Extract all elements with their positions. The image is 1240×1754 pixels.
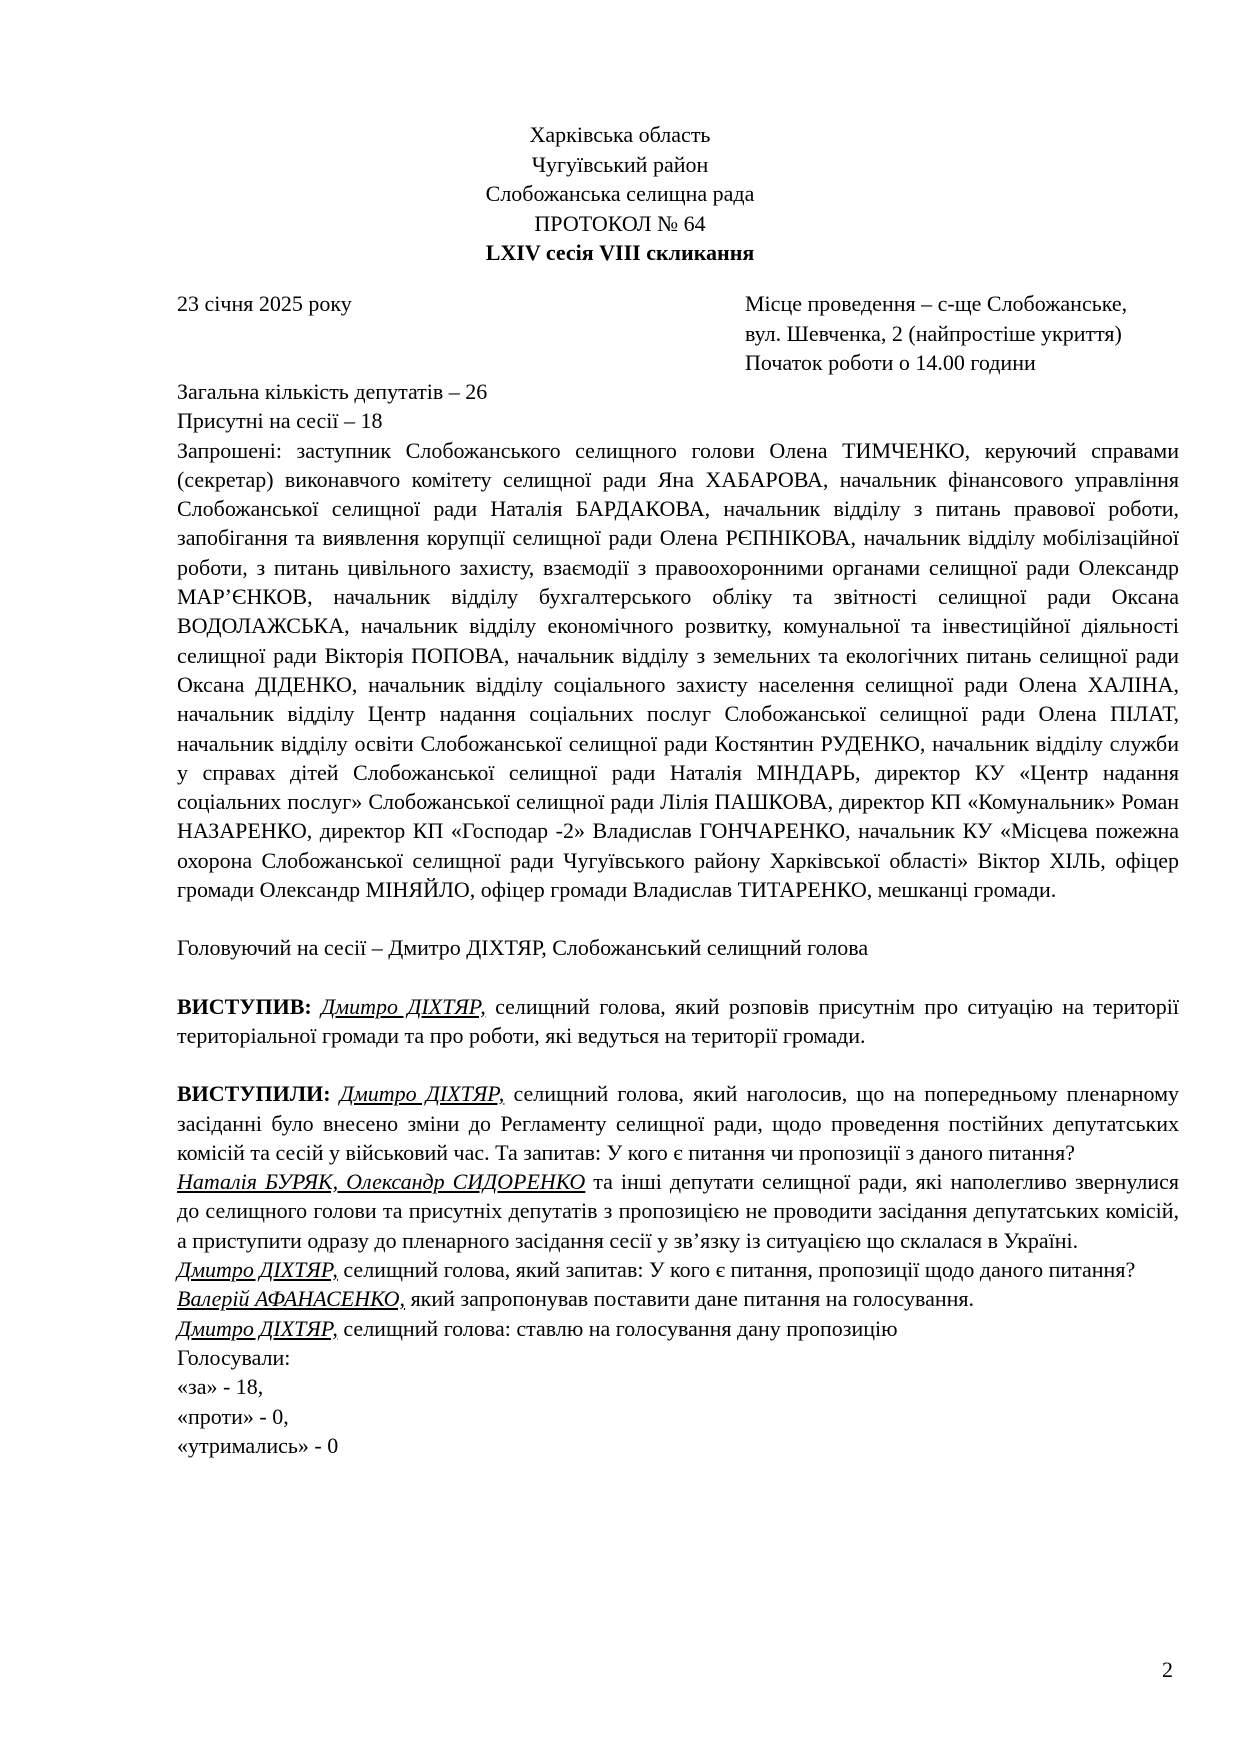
speech-2 [177, 1079, 1179, 1167]
speaker-name: Дмитро ДІХТЯР, [177, 1315, 338, 1341]
speech-1 [177, 992, 1179, 1051]
speech-1-text: селищний голова, який розповів присутнім про ситуацію на території територіальної громади та про роботи, які ведуться на території громади. [177, 993, 1179, 1048]
protocol-body [177, 377, 1179, 1460]
speech-2-text: селищний голова, який наголосив, що на попередньому пленарному засіданні було внесено зміни до Регламенту селищної ради, щодо проведення постійних депутатських комісій та сесій у військовий час. Та запитав: У кого є питання чи пропозиції з даного питання? [177, 1081, 1180, 1165]
reply-text: та інші депутати селищної ради, які наполегливо звернулися до селищного голови та присутніх депутатів з пропозицією не проводити засідання депутатських комісій, а приступити одразу до пленарного засідання сесії у зв’язку із ситуацією що склалася в Україні. [177, 1169, 1179, 1253]
place-line-1: Місце проведення – с-ще Слобожанське, [745, 291, 1128, 316]
vote-abstain: «утримались» - 0 [177, 1432, 339, 1458]
district-line: Чугуївський район [531, 151, 709, 177]
meeting-place [745, 289, 1127, 378]
protocol-title: ПРОТОКОЛ № 64 [534, 210, 706, 236]
vote-against: «проти» - 0, [177, 1403, 289, 1429]
speech-2-label: ВИСТУПИЛИ: [177, 1081, 331, 1107]
deputies-present: Присутні на сесії – 18 [177, 408, 383, 434]
session-line: LXIV сесія VIІІ скликання [485, 240, 755, 265]
meeting-date: 23 січня 2025 року [177, 291, 352, 316]
deputies-total: Загальна кількість депутатів – 26 [177, 379, 488, 404]
speaker-name: Дмитро ДІХТЯР, [321, 993, 486, 1019]
speech-2-question [177, 1255, 1179, 1284]
vote-title: Голосували: [177, 1344, 291, 1370]
vote-for: «за» - 18, [177, 1374, 264, 1400]
place-line-2: вул. Шевченка, 2 (найпростіше укриття) [745, 320, 1122, 346]
speech-2-vote-call [177, 1314, 1179, 1343]
council-line: Слобожанська селищна рада [485, 181, 755, 206]
invited-paragraph: Запрошені: заступник Слобожанського селищного голови Олена ТИМЧЕНКО, керуючий справами (секретар) виконавчого комітету селищної ради Яна ХАБАРОВА, начальник фінансового управління Слобожанської селищної ради Наталія БАРДАКОВА, начальник відділу з питань правової роботи, запобігання та виявлення корупції селищної ради Олена РЄПНІКОВА, начальник відділу мобілізаційної роботи, з питань цивільного захисту, взаємодії з правоохоронними органами селищної ради Олександр МАР’ЄНКОВ, начальник відділу бухгалтерського обліку та звітності селищної ради Оксана ВОДОЛАЖСЬКА, начальник відділу економічного розвитку, комунальної та інвестиційної діяльності селищної ради Вікторія ПОПОВА, начальник відділу з земельних та екологічних питань селищної ради Оксана ДІДЕНКО, начальник відділу соціального захисту населення селищної ради Олена ХАЛІНА, начальник відділу Центр надання соціальних послуг Слобожанської селищної ради Олена ПІЛАТ, начальник відділу освіти Слобожанської селищної ради Костянтин РУДЕНКО, начальник відділу служби у справах дітей Слобожанської селищної ради Наталія МІНДАРЬ, директор КУ «Центр надання соціальних послуг» Слобожанської селищної ради Лілія ПАШКОВА, директор КП «Комунальник» Роман НАЗАРЕНКО, директор КП «Господар -2» Владислав ГОНЧАРЕНКО, начальник КУ «Місцева пожежна охорона Слобожанської селищної ради Чугуївського району Харківської області» Віктор ХІЛЬ, офіцер громади Олександр МІНЯЙЛО, офіцер громади Владислав ТИТАРЕНКО, мешканці громади. [177, 437, 1179, 903]
speaker-name: Дмитро ДІХТЯР, [339, 1081, 505, 1107]
speech-2-reply [177, 1167, 1179, 1255]
vote-call-text: селищний голова: ставлю на голосування дану пропозицію [337, 1315, 898, 1341]
speaker-name: Валерій АФАНАСЕНКО, [177, 1286, 406, 1312]
proposal-text: який запропонував поставити дане питання на голосування. [405, 1286, 975, 1312]
question-text: селищний голова, який запитав: У кого є питання, пропозиції щодо даного питання? [337, 1257, 1136, 1283]
speaker-name: Дмитро ДІХТЯР, [177, 1257, 338, 1283]
speaker-names: Наталія БУРЯК, Олександр СИДОРЕНКО [177, 1169, 586, 1195]
speech-1-label: ВИСТУПИВ: [177, 993, 312, 1019]
start-time: Початок роботи о 14.00 години [745, 350, 1036, 375]
region-line: Харківська область [529, 122, 711, 147]
speech-2-proposal [177, 1284, 1179, 1313]
page-number: 2 [1162, 1657, 1173, 1682]
document-header [0, 120, 1240, 268]
chair-line: Головуючий на сесії – Дмитро ДІХТЯР, Слобожанський селищний голова [177, 935, 869, 961]
